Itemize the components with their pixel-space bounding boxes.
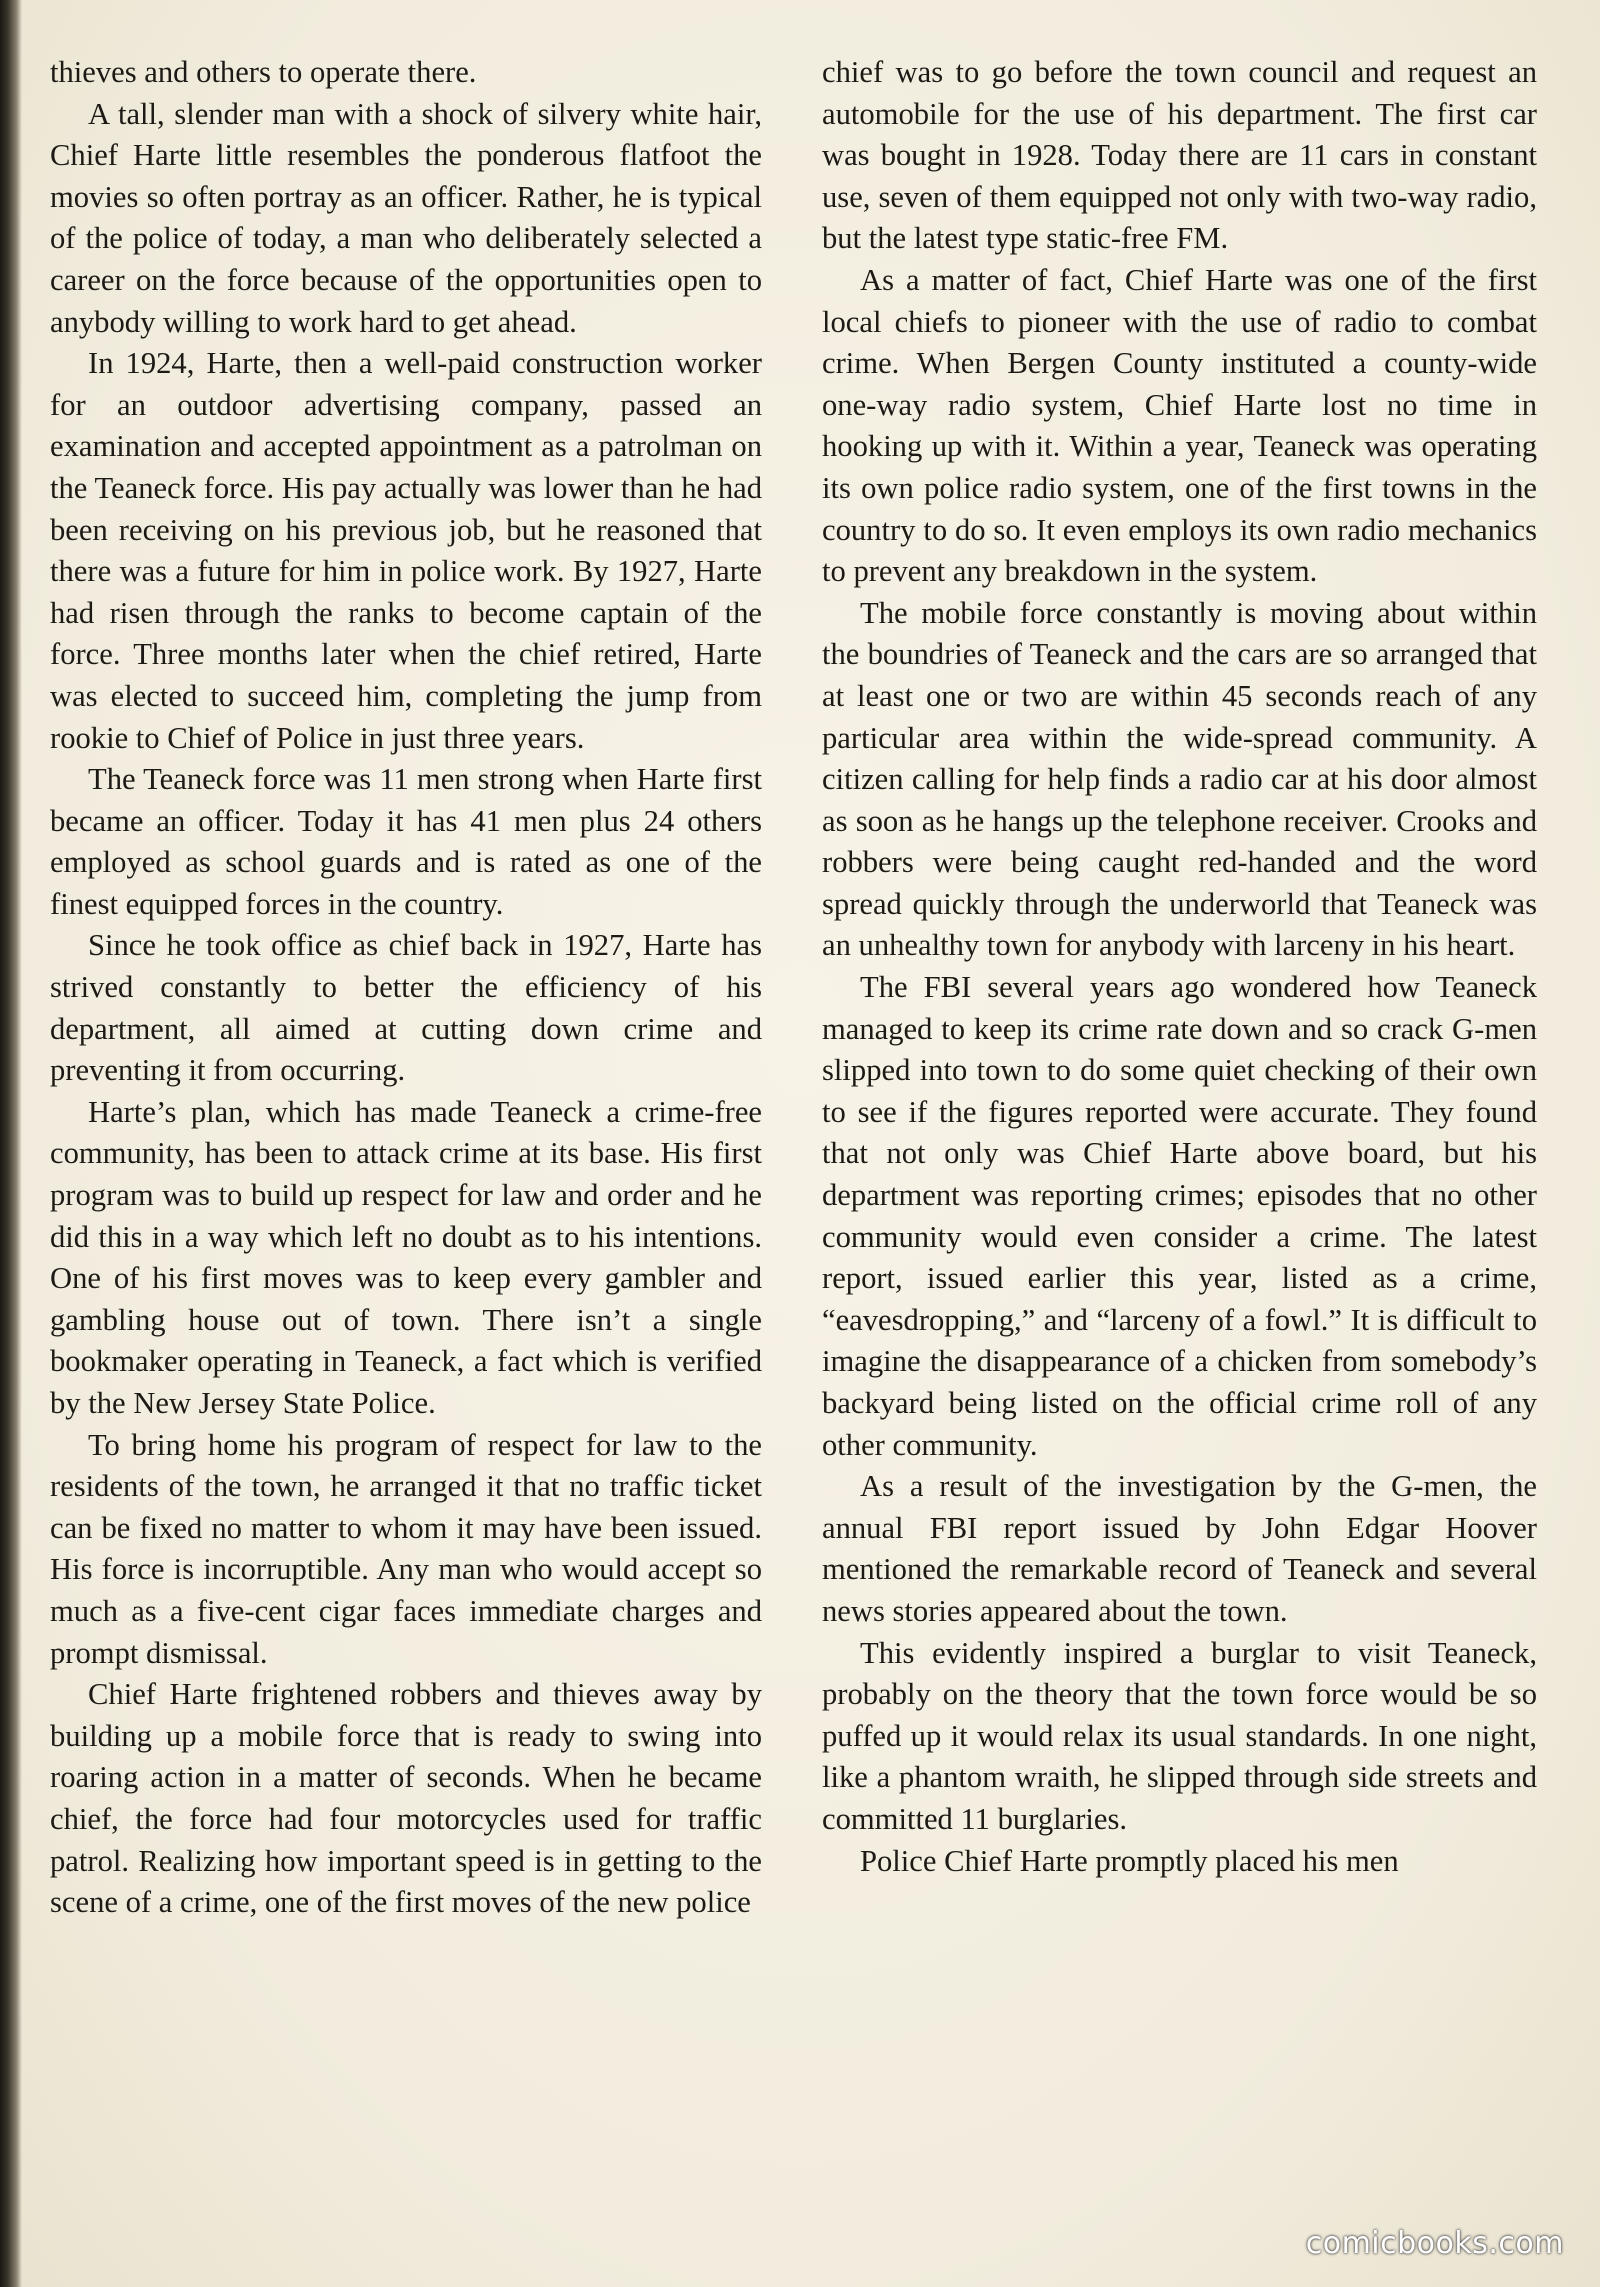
paragraph: As a result of the investigation by the G-men, the annual FBI report issued by John Edgar Hoover mentioned the remarkable record of Teaneck and several news stories appeared about the town. [822, 1469, 1537, 1628]
left-column [50, 52, 762, 1924]
paragraph: thieves and others to operate there. [50, 55, 477, 89]
paragraph: A tall, slender man with a shock of silvery white hair, Chief Harte little resembles the ponderous flatfoot the movies so often portray as an officer. Rather, he is typical of the police of today, a man who deliberately selected a career on the force because of the opportunities open to anybody willing to work hard to get ahead. [50, 96, 762, 339]
paragraph: The Teaneck force was 11 men strong when Harte first became an officer. Today it has 41 men plus 24 others employed as school guards and is rated as one of the finest equipped forces in the country. [50, 762, 762, 921]
paragraph: chief was to go before the town council and request an automobile for the use of his department. The first car was bought in 1928. Today there are 11 cars in constant use, seven of them equipped not only with two-way radio, but the latest type static-free FM. [822, 55, 1537, 256]
paragraph: To bring home his program of respect for law to the residents of the town, he arranged it that no traffic ticket can be fixed no matter to whom it may have been issued. His force is incorruptible. Any man who would accept so much as a five-cent cigar faces immediate charges and prompt dismissal. [50, 1427, 762, 1670]
paragraph: The mobile force constantly is moving about within the boundries of Teaneck and the cars are so arranged that at least one or two are within 45 seconds reach of any particular area within the wide-spread community. A citizen calling for help finds a radio car at his door almost as soon as he hangs up the telephone receiver. Crooks and robbers were being caught red-handed and the word spread quickly through the underworld that Teaneck was an unhealthy town for anybody with larceny in his heart. [822, 595, 1537, 963]
paragraph: Harte’s plan, which has made Teaneck a crime-free community, has been to attack crime at its base. His first program was to build up respect for law and order and he did this in a way which left no doubt as to his intentions. One of his first moves was to keep every gambler and gambling house out of town. There isn’t a single bookmaker operating in Teaneck, a fact which is verified by the New Jersey State Police. [50, 1094, 762, 1420]
paragraph: Police Chief Harte promptly placed his men [860, 1843, 1399, 1878]
right-column [822, 52, 1537, 1882]
paragraph: Chief Harte frightened robbers and thieves away by building up a mobile force that is ready to swing into roaring action in a matter of seconds. When he became chief, the force had four motorcycles used for traffic patrol. Realizing how important speed is in getting to the scene of a crime, one of the first moves of the new police [50, 1677, 762, 1920]
paragraph: The FBI several years ago wondered how Teaneck managed to keep its crime rate down and so crack G-men slipped into town to do some quiet checking of their own to see if the figures reported were accurate. They found that not only was Chief Harte above board, but his department was reporting crimes; episodes that no other community would even consider a crime. The latest report, issued earlier this year, listed as a crime, “eavesdropping,” and “larceny of a fowl.” It is difficult to imagine the disappearance of a chicken from somebody’s backyard being listed on the official crime roll of any other community. [822, 970, 1537, 1462]
paragraph: As a matter of fact, Chief Harte was one of the first local chiefs to pioneer with the use of radio to combat crime. When Bergen County instituted a county-wide one-way radio system, Chief Harte lost no time in hooking up with it. Within a year, Teaneck was operating its own police radio system, one of the first towns in the country to do so. It even employs its own radio mechanics to prevent any breakdown in the system. [822, 262, 1537, 589]
watermark: comicbooks.com [1305, 2226, 1564, 2261]
paragraph: This evidently inspired a burglar to visit Teaneck, probably on the theory that the town force would be so puffed up it would relax its usual standards. In one night, like a phantom wraith, he slipped through side streets and committed 11 burglaries. [822, 1635, 1537, 1836]
paragraph: Since he took office as chief back in 1927, Harte has strived constantly to better the efficiency of his department, all aimed at cutting down crime and preventing it from occurring. [50, 928, 762, 1088]
binding-edge [0, 0, 22, 2287]
paragraph: In 1924, Harte, then a well-paid construction worker for an outdoor advertising company, passed an examination and accepted appointment as a patrolman on the Teaneck force. His pay actually was lower than he had been receiving on his previous job, but he reasoned that there was a future for him in police work. By 1927, Harte had risen through the ranks to become captain of the force. Three months later when the chief retired, Harte was elected to succeed him, completing the jump from rookie to Chief of Police in just three years. [50, 346, 762, 755]
